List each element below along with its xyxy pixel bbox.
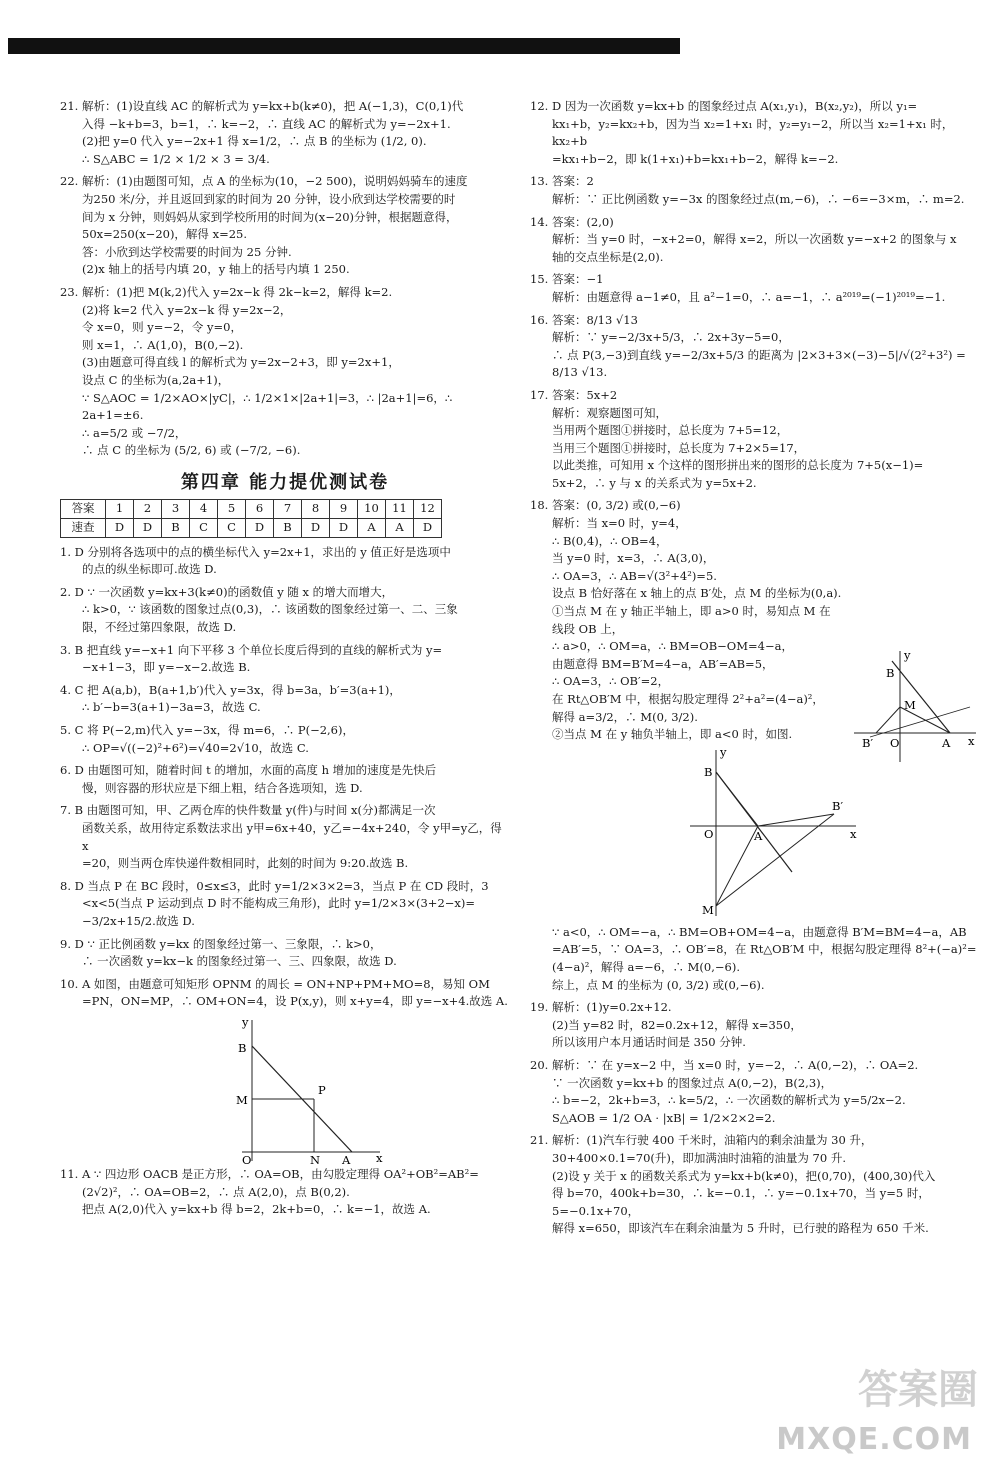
chapter-title: 第四章 能力提优测试卷 <box>180 471 390 493</box>
text-line: 的点的纵坐标即可.故选 D. <box>82 562 217 577</box>
point-label-b: B <box>886 666 895 681</box>
table-cell: D <box>134 519 162 538</box>
watermark-url: MXQE.COM <box>776 1422 972 1457</box>
right-column <box>530 98 980 1243</box>
top-black-bar <box>8 38 680 54</box>
text-line: 为250 米/分，并且返回到家的时间为 20 分钟，设小欣到达学校需要的时 <box>82 191 456 206</box>
item-12 <box>530 98 980 168</box>
text-line: 设点 C 的坐标为(a,2a+1)， <box>82 372 230 387</box>
text-line: ∴ 点 C 的坐标为 (5/2, 6) 或 (−7/2, −6). <box>82 443 301 458</box>
question-21 <box>60 98 510 168</box>
text-line: 解析：由题意得 a−1≠0，且 a²−1=0，∴ a=−1，∴ a²⁰¹⁹=(−1)²⁰¹⁹=−1. <box>552 289 946 304</box>
left-column <box>60 98 510 1224</box>
item-16 <box>530 312 980 382</box>
point-label-m: M <box>702 902 714 917</box>
axis-label-y: y <box>242 1015 249 1029</box>
text-line: ∵ 一次函数 y=kx+b 的图象过点 A(0,−2)，B(2,3)， <box>552 1075 833 1090</box>
axis-label-y: y <box>720 744 727 759</box>
text-line: 6. D 由题图可知，随着时间 t 的增加，水面的高度 h 增加的速度是先快后 <box>60 763 437 778</box>
point-label-b-prime: B′ <box>832 798 844 813</box>
text-line: =PN，ON=MP，∴ OM+ON=4，设 P(x,y)，则 x+y=4，即 y=−x+4.故选 A. <box>82 994 508 1009</box>
point-label-o: O <box>890 736 900 751</box>
axis-label-x: x <box>850 826 857 841</box>
text-line: −3/2x+15/2.故选 D. <box>82 913 195 928</box>
figure-10-container <box>60 1016 510 1166</box>
text-line: 1. D 分别将各选项中的点的横坐标代入 y=2x+1，求出的 y 值正好是选项中 <box>60 544 451 559</box>
item-17 <box>530 387 980 493</box>
text-line: 当 y=0 时，x=3，∴ A(3,0)， <box>552 551 715 566</box>
question-23 <box>60 284 510 460</box>
text-line: (2)把 y=0 代入 y=−2x+1 得 x=1/2，∴ 点 B 的坐标为 (1/2, 0). <box>82 134 427 149</box>
text-line: ∵ S△AOC = 1/2×AO×|yC|，∴ 1/2×1×|2a+1|=3，∴ |2a+1|=6，∴ 2a+1=±6. <box>82 390 453 423</box>
text-line: 入得 −k+b=3，b=1，∴ k=−2，∴ 直线 AC 的解析式为 y=−2x+1. <box>82 116 451 131</box>
item-5 <box>60 722 510 757</box>
point-label-b-prime: B′ <box>862 736 874 751</box>
text-line: 3. B 把直线 y=−x+1 向下平移 3 个单位长度后得到的直线的解析式为 y= <box>60 642 443 657</box>
point-label-m: M <box>904 698 916 713</box>
figure-10 <box>230 1016 390 1164</box>
item-7 <box>60 802 510 872</box>
table-cell: 5 <box>218 500 246 519</box>
text-line: 解析：∵ y=−2/3x+5/3，∴ 2x+3y−5=0， <box>552 330 790 345</box>
text-line: 50x=250(x−20)，解得 x=25. <box>82 227 247 242</box>
item-13 <box>530 173 980 208</box>
text-line: 把点 A(2,0)代入 y=kx+b 得 b=2，2k+b=0，∴ k=−1，故选 A. <box>82 1202 431 1217</box>
table-cell: 答案 <box>61 500 106 519</box>
text-line: 18. 答案：(0, 3/2) 或(0,−6) <box>530 498 681 513</box>
item-10 <box>60 976 510 1011</box>
text-line: (2)当 y=82 时，82=0.2x+12，解得 x=350， <box>552 1017 802 1032</box>
table-cell: C <box>218 519 246 538</box>
item-9 <box>60 936 510 971</box>
table-cell: 6 <box>246 500 274 519</box>
text-line: (2)设 y 关于 x 的函数关系式为 y=kx+b(k≠0)，把(0,70)，(400,30)代入 <box>552 1168 936 1183</box>
text-line: (2)将 k=2 代入 y=2x−k 得 y=2x−2， <box>82 302 292 317</box>
table-cell: 9 <box>330 500 358 519</box>
table-cell: D <box>106 519 134 538</box>
text-line: 函数关系，故用待定系数法求出 y甲=6x+40，y乙=−4x+240，令 y甲=y乙，得 x <box>82 820 502 853</box>
text-line: 所以该用户本月通话时间是 350 分钟. <box>552 1035 746 1050</box>
text-line: 5x+2，∴ y 与 x 的关系式为 y=5x+2. <box>552 475 757 490</box>
figure-18b <box>680 744 860 920</box>
text-line: 线段 OB 上， <box>552 621 624 636</box>
text-line: 12. D 因为一次函数 y=kx+b 的图象经过点 A(x₁,y₁)，B(x₂,y₂)，所以 y₁= <box>530 99 918 113</box>
table-cell: 8 <box>302 500 330 519</box>
item-21-right <box>530 1132 980 1238</box>
text-line: S△AOB = 1/2 OA · |xB| = 1/2×2×2=2. <box>552 1110 776 1125</box>
text-line: ∴ k>0，∵ 该函数的图象过点(0,3)，∴ 该函数的图象经过第一、二、三象 <box>82 602 458 617</box>
text-line: 22. 解析：(1)由题图可知，点 A 的坐标为(10，−2 500)，说明妈妈骑车的速度 <box>60 174 468 189</box>
text-line: 令 x=0，则 y=−2，令 y=0， <box>82 320 242 335</box>
point-label-o: O <box>704 826 714 841</box>
text-line: 以此类推，可知用 x 个这样的图形拼出来的图形的总长度为 7+5(x−1)= <box>552 458 924 473</box>
text-line: 19. 解析：(1)y=0.2x+12. <box>530 1000 672 1015</box>
item-6 <box>60 762 510 797</box>
text-line: (2√2)²，∴ OA=OB=2，∴ 点 A(2,0)，点 B(0,2). <box>82 1184 350 1199</box>
text-line: 9. D ∵ 正比例函数 y=kx 的图象经过第一、三象限，∴ k>0， <box>60 936 382 951</box>
item-14 <box>530 214 980 267</box>
item-4 <box>60 682 510 717</box>
item-19 <box>530 999 980 1052</box>
text-line: 13. 答案：2 <box>530 174 594 189</box>
text-line: ∴ b=−2，2k+b=3，∴ k=5/2，∴ 一次函数的解析式为 y=5/2x−2. <box>552 1093 906 1108</box>
point-label-m: M <box>236 1092 248 1107</box>
text-line: kx₁+b，y₂=kx₂+b，因为当 x₂=1+x₁ 时，y₂=y₁−2，所以当 x₂=1+x₁ 时，kx₂+b <box>552 116 954 149</box>
text-line: 解析：观察题图可知， <box>552 405 667 420</box>
table-row <box>61 519 442 538</box>
text-line: 14. 答案：(2,0) <box>530 214 614 229</box>
item-15 <box>530 271 980 306</box>
text-line: 设点 B 恰好落在 x 轴上的点 B′处，点 M 的坐标为(0,a). <box>552 586 842 601</box>
text-line: ①当点 M 在 y 轴正半轴上，即 a>0 时，易知点 M 在 <box>552 604 831 619</box>
table-cell: 12 <box>414 500 442 519</box>
table-cell: 11 <box>386 500 414 519</box>
text-line: (4−a)²，解得 a=−6，∴ M(0,−6). <box>552 959 740 974</box>
axis-label-y: y <box>904 648 911 663</box>
table-cell: B <box>274 519 302 538</box>
text-line: 17. 答案：5x+2 <box>530 387 618 402</box>
text-line: 解析：当 x=0 时，y=4， <box>552 516 687 531</box>
item-20 <box>530 1057 980 1127</box>
item-3 <box>60 642 510 677</box>
text-line: 限，不经过第四象限，故选 D. <box>82 620 237 635</box>
table-cell: 3 <box>162 500 190 519</box>
text-line: 解析：当 y=0 时，−x+2=0，解得 x=2，所以一次函数 y=−x+2 的图象与 x <box>552 232 957 247</box>
text-line: 11. A ∵ 四边形 OACB 是正方形，∴ OA=OB，由勾股定理得 OA²+OB²=AB²= <box>60 1166 479 1181</box>
text-line: (2)x 轴上的括号内填 20，y 轴上的括号内填 1 250. <box>82 262 350 277</box>
point-label-b: B <box>238 1040 247 1055</box>
text-line: 慢，则容器的形状应是下细上粗，结合各选项知，选 D. <box>82 780 363 795</box>
text-line: 答：小欣到达学校需要的时间为 25 分钟. <box>82 244 292 259</box>
text-line: ∴ OA=3，∴ AB=√(3²+4²)=5. <box>552 568 717 583</box>
table-cell: A <box>358 519 386 538</box>
table-cell: 1 <box>106 500 134 519</box>
watermark-logo: 答案圈 <box>858 1367 978 1413</box>
text-line: ∵ a<0，∴ OM=−a，∴ BM=OB+OM=4−a，由题意得 B′M=BM=4−a，AB <box>552 924 967 939</box>
text-line: 5. C 将 P(−2,m)代入 y=−3x，得 m=6，∴ P(−2,6)， <box>60 723 354 737</box>
table-cell: C <box>190 519 218 538</box>
table-cell: D <box>302 519 330 538</box>
text-line: 综上，点 M 的坐标为 (0, 3/2) 或(0,−6). <box>552 977 765 992</box>
item-11 <box>60 1166 510 1219</box>
point-label-a: A <box>342 1152 351 1164</box>
table-cell: D <box>246 519 274 538</box>
text-line: 20. 解析：∵ 在 y=x−2 中，当 x=0 时，y=−2，∴ A(0,−2)，∴ OA=2. <box>530 1057 919 1072</box>
text-line: =20，则当两仓库快递件数相同时，此刻的时间为 9:20.故选 B. <box>82 856 409 871</box>
text-line: 间为 x 分钟，则妈妈从家到学校所用的时间为(x−20)分钟，根据题意得， <box>82 209 458 224</box>
text-line: ∴ OA=3，∴ OB′=2， <box>552 674 670 689</box>
table-cell: 10 <box>358 500 386 519</box>
text-line: ∴ a=5/2 或 −7/2， <box>82 425 187 440</box>
text-line: =AB′=5，∵ OA=3，∴ OB′=8，在 Rt△OB′M 中，根据勾股定理得 8²+(−a)²= <box>552 942 977 957</box>
point-label-a: A <box>942 736 951 751</box>
text-line: 2. D ∵ 一次函数 y=kx+3(k≠0)的函数值 y 随 x 的增大而增大， <box>60 584 394 599</box>
text-line: 4. C 把 A(a,b)，B(a+1,b′)代入 y=3x，得 b=3a，b′=3(a+1)， <box>60 682 401 697</box>
table-cell: 7 <box>274 500 302 519</box>
question-22 <box>60 173 510 279</box>
point-label-o: O <box>242 1152 252 1164</box>
table-cell: 速查 <box>61 519 106 538</box>
axis-label-x: x <box>376 1150 383 1164</box>
table-cell: D <box>330 519 358 538</box>
axis-label-x: x <box>968 734 975 749</box>
text-line: ∴ 一次函数 y=kx−k 的图象经过第一、三、四象限，故选 D. <box>82 954 397 969</box>
text-line: 轴的交点坐标是(2,0). <box>552 249 664 264</box>
text-line: =kx₁+b−2，即 k(1+x₁)+b=kx₁+b−2，解得 k=−2. <box>552 151 839 166</box>
text-line: 21. 解析：(1)设直线 AC 的解析式为 y=kx+b(k≠0)，把 A(−1,3)，C(0,1)代 <box>60 99 464 113</box>
text-line: 23. 解析：(1)把 M(k,2)代入 y=2x−k 得 2k−k=2，解得 k=2. <box>60 284 393 299</box>
text-line: 则 x=1，∴ A(1,0)，B(0,−2). <box>82 337 244 352</box>
text-line: 当用两个题图①拼接时，总长度为 7+5=12， <box>552 423 789 438</box>
text-line: 30+400×0.1=70(升)，即加满油时油箱的油量为 70 升. <box>552 1150 846 1165</box>
table-row <box>61 500 442 519</box>
text-line: 当用三个题图①拼接时，总长度为 7+2×5=17， <box>552 440 806 455</box>
table-cell: A <box>386 519 414 538</box>
table-cell: B <box>162 519 190 538</box>
text-line: 7. B 由题图可知，甲、乙两仓库的快件数量 y(件)与时间 x(分)都满足一次 <box>60 803 436 818</box>
point-label-b: B <box>704 764 713 779</box>
text-line: 16. 答案：8/13 √13 <box>530 312 638 327</box>
text-line: 21. 解析：(1)汽车行驶 400 千米时，油箱内的剩余油量为 30 升， <box>530 1133 873 1148</box>
answer-table <box>60 499 442 537</box>
text-line: ∴ a>0，∴ OM=a，∴ BM=OB−OM=4−a， <box>552 639 793 654</box>
item-8 <box>60 878 510 931</box>
table-cell: 2 <box>134 500 162 519</box>
point-label-n: N <box>310 1152 321 1164</box>
item-18 <box>530 497 980 994</box>
point-label-p: P <box>318 1082 326 1097</box>
text-line: 8. D 当点 P 在 BC 段时，0≤x≤3，此时 y=1/2×3×2=3，当点 P 在 CD 段时，3 <box>60 878 489 893</box>
text-line: <x<5(当点 P 运动到点 D 时不能构成三角形)，此时 y=1/2×3×(3+2−x)= <box>82 896 476 911</box>
text-line: 解得 x=650，即该汽车在剩余油量为 5 升时，已行驶的路程为 650 千米. <box>552 1221 929 1236</box>
text-line: 解析：∵ 正比例函数 y=−3x 的图象经过点(m,−6)，∴ −6=−3×m，∴ m=2. <box>552 191 965 206</box>
text-line: 在 Rt△OB′M 中，根据勾股定理得 2²+a²=(4−a)²， <box>552 692 824 706</box>
text-line: (3)由题意可得直线 l 的解析式为 y=2x−2+3，即 y=2x+1， <box>82 355 400 370</box>
text-line: 由题意得 BM=B′M=4−a，AB′=AB=5， <box>552 656 774 671</box>
text-line: 10. A 如图，由题意可知矩形 OPNM 的周长 = ON+NP+PM+MO=8，易知 OM <box>60 976 490 991</box>
text-line: ∴ S△ABC = 1/2 × 1/2 × 3 = 3/4. <box>82 151 270 166</box>
text-line: 解得 a=3/2，∴ M(0, 3/2). <box>552 709 698 724</box>
table-cell: D <box>414 519 442 538</box>
point-label-a: A <box>754 828 763 843</box>
text-line: 15. 答案：−1 <box>530 272 604 287</box>
text-line: ∴ 点 P(3,−3)到直线 y=−2/3x+5/3 的距离为 |2×3+3×(−3)−5|/√(2²+3²) = 8/13 √13. <box>552 347 966 380</box>
table-cell: 4 <box>190 500 218 519</box>
text-line: ∴ b′−b=3(a+1)−3a=3，故选 C. <box>82 700 261 715</box>
item-2 <box>60 584 510 637</box>
text-line: ②当点 M 在 y 轴负半轴上，即 a<0 时，如图. <box>552 727 793 742</box>
item-1 <box>60 544 510 579</box>
figure-18b-container <box>530 744 980 924</box>
text-line: 得 b=70，400k+b=30，∴ k=−0.1，∴ y=−0.1x+70，当 y=5 时，5=−0.1x+70， <box>552 1186 930 1218</box>
text-line: ∴ OP=√((−2)²+6²)=√40=2√10，故选 C. <box>82 740 309 755</box>
text-line: −x+1−3，即 y=−x−2.故选 B. <box>82 660 251 675</box>
text-line: ∴ B(0,4)，∴ OB=4， <box>552 533 668 548</box>
